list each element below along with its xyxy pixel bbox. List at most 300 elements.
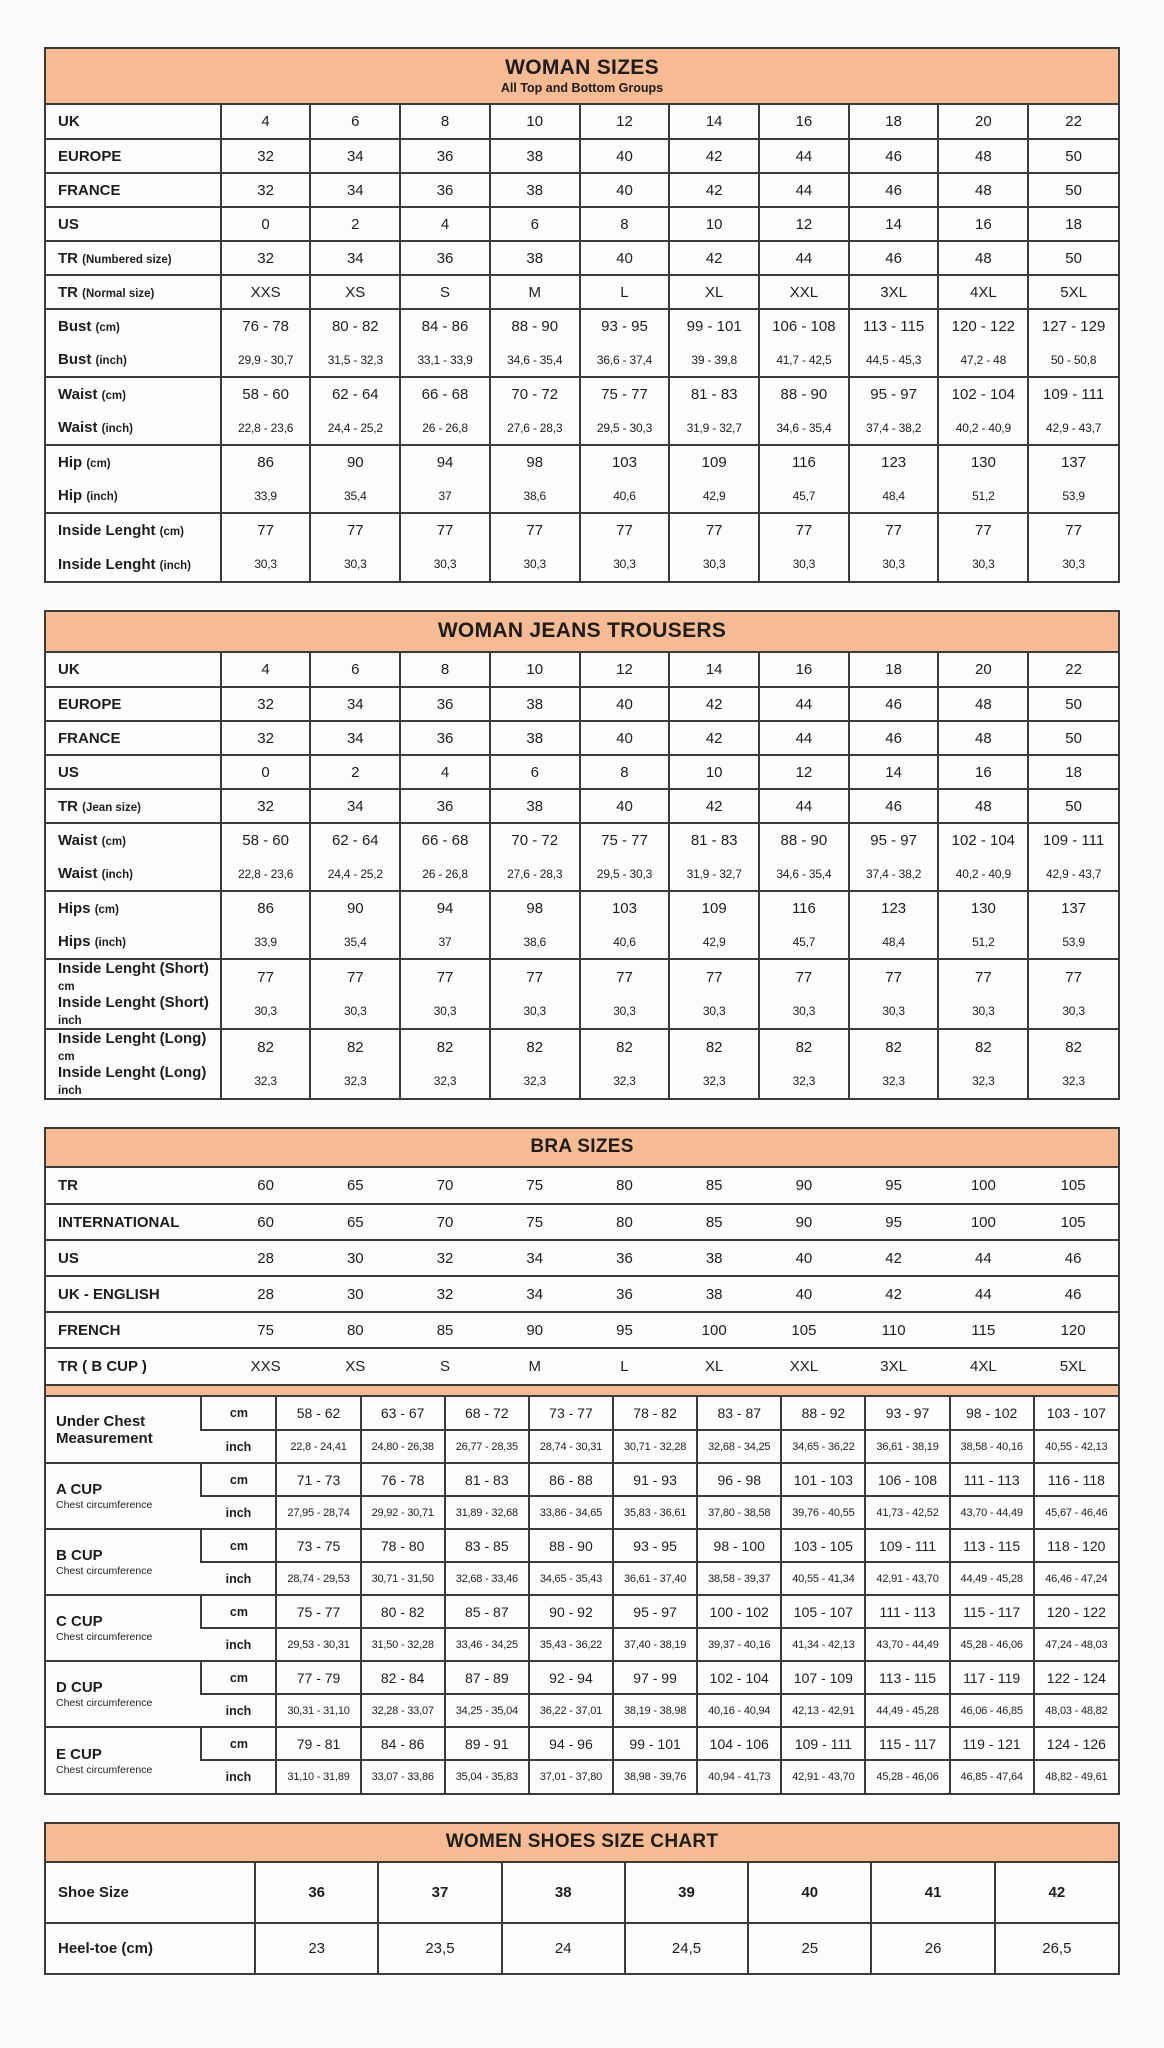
value-cell: 40 (580, 789, 670, 823)
row-label-text: FRANCE (58, 729, 121, 747)
value-cell: 35,43 - 36,22 (529, 1628, 613, 1661)
value-cell: 42 (669, 687, 759, 721)
value-cell: 38 (490, 721, 580, 755)
table-row (46, 1397, 1118, 1430)
value-cell: 34,65 - 36,22 (781, 1430, 865, 1463)
row-label-note: (inch) (101, 869, 133, 881)
value-cell: 10 (669, 207, 759, 241)
value-cell: 5XL (1028, 1348, 1118, 1384)
row-label-text: Heel-toe (cm) (58, 1940, 154, 1957)
value-cell: 85 (400, 1312, 490, 1348)
value-cell: 40,6 (580, 479, 670, 513)
value-cell: 28,74 - 30,31 (529, 1430, 613, 1463)
value-cell: 31,89 - 32,68 (445, 1496, 529, 1529)
woman-sizes-table (46, 105, 1118, 581)
value-cell: 8 (580, 207, 670, 241)
value-cell: 77 (849, 959, 939, 994)
row-label (46, 207, 221, 241)
table-row (46, 1496, 1118, 1529)
row-label-text: TR (58, 249, 78, 267)
value-cell: 45,67 - 46,46 (1034, 1496, 1118, 1529)
value-cell: 14 (669, 653, 759, 687)
value-cell: 36 (580, 1276, 670, 1312)
value-cell: 42 (669, 721, 759, 755)
value-cell: XS (310, 1348, 400, 1384)
value-cell: 75 - 77 (580, 377, 670, 411)
value-cell: 109 - 111 (1028, 377, 1118, 411)
row-label-text: Waist (58, 832, 98, 849)
row-label-text: UK - ENGLISH (58, 1285, 160, 1303)
value-cell: 115 - 117 (865, 1727, 949, 1760)
value-cell: 51,2 (938, 925, 1028, 959)
value-cell: 27,95 - 28,74 (276, 1496, 360, 1529)
value-cell: 48,82 - 49,61 (1034, 1760, 1118, 1793)
value-cell: 83 - 87 (697, 1397, 781, 1430)
value-cell: 26,77 - 28,35 (445, 1430, 529, 1463)
woman-sizes-table-body (46, 105, 1118, 581)
value-cell: 16 (759, 653, 849, 687)
value-cell: 40 (580, 721, 670, 755)
value-cell: 109 - 111 (865, 1529, 949, 1562)
value-cell: 8 (400, 653, 490, 687)
unit-inch-label: inch (201, 1694, 276, 1727)
value-cell: 50 (1028, 789, 1118, 823)
value-cell: 42 (669, 789, 759, 823)
value-cell: 130 (938, 891, 1028, 925)
value-cell: 30,3 (310, 994, 400, 1029)
bra-section (44, 1127, 1120, 1795)
row-label-text: TR (58, 283, 78, 301)
value-cell: 31,50 - 32,28 (361, 1628, 445, 1661)
value-cell: 29,53 - 30,31 (276, 1628, 360, 1661)
value-cell: 82 (759, 1029, 849, 1064)
value-cell: 30 (310, 1276, 400, 1312)
value-cell: 105 (1028, 1204, 1118, 1240)
value-cell: 75 (221, 1312, 311, 1348)
bra-header (46, 1129, 1118, 1168)
value-cell: 50 (1028, 687, 1118, 721)
value-cell: 16 (759, 105, 849, 139)
value-cell: 89 - 91 (445, 1727, 529, 1760)
value-cell: 38 (490, 687, 580, 721)
row-label (46, 275, 221, 309)
table-row (46, 1312, 1118, 1348)
value-cell: 34 (310, 173, 400, 207)
value-cell: 66 - 68 (400, 377, 490, 411)
value-cell: 42,91 - 43,70 (781, 1760, 865, 1793)
value-cell: 66 - 68 (400, 823, 490, 857)
value-cell: 34 (310, 139, 400, 173)
value-cell: 117 - 119 (950, 1661, 1034, 1694)
value-cell: 53,9 (1028, 479, 1118, 513)
row-label-note: (inch) (159, 559, 191, 572)
value-cell: 30,3 (580, 547, 670, 581)
value-cell: 22,8 - 23,6 (221, 857, 311, 891)
table-row (46, 1204, 1118, 1240)
value-cell: 120 - 122 (938, 309, 1028, 343)
table-row (46, 994, 1118, 1029)
value-cell: 6 (310, 105, 400, 139)
value-cell: 24,80 - 26,38 (361, 1430, 445, 1463)
shoes-table-body (46, 1863, 1118, 1973)
table-row (46, 1562, 1118, 1595)
row-label-text: TR ( B CUP ) (58, 1358, 147, 1375)
table-row (46, 207, 1118, 241)
bra-group-label (46, 1595, 201, 1661)
value-cell: 32 (221, 241, 311, 275)
bra-group-subtext: Chest circumference (56, 1763, 153, 1776)
value-cell: 36 (400, 721, 490, 755)
value-cell: 31,9 - 32,7 (669, 411, 759, 445)
table-row (46, 1064, 1118, 1098)
row-label (46, 139, 221, 173)
row-label (46, 1348, 221, 1384)
value-cell: 119 - 121 (950, 1727, 1034, 1760)
value-cell: 20 (938, 105, 1028, 139)
value-cell: 76 - 78 (361, 1463, 445, 1496)
value-cell: 32 (221, 721, 311, 755)
row-label-note: (cm) (86, 458, 111, 470)
value-cell: 30,3 (938, 547, 1028, 581)
value-cell: 34,25 - 35,04 (445, 1694, 529, 1727)
value-cell: 58 - 60 (221, 823, 311, 857)
value-cell: 33,1 - 33,9 (400, 343, 490, 377)
unit-inch-label: inch (201, 1760, 276, 1793)
value-cell: 26 (871, 1923, 994, 1973)
value-cell: L (580, 1348, 670, 1384)
row-label (46, 925, 221, 959)
table-row (46, 105, 1118, 139)
value-cell: 32,3 (669, 1064, 759, 1098)
value-cell: 95 (849, 1204, 939, 1240)
value-cell: 29,9 - 30,7 (221, 343, 311, 377)
value-cell: 27,6 - 28,3 (490, 857, 580, 891)
row-label-text: Bust (58, 318, 92, 335)
table-row (46, 1628, 1118, 1661)
value-cell: 39 (625, 1863, 748, 1923)
value-cell: 82 (490, 1029, 580, 1064)
value-cell: 33,9 (221, 479, 311, 513)
value-cell: 30,3 (669, 547, 759, 581)
row-label (46, 547, 221, 581)
value-cell: 37,4 - 38,2 (849, 857, 939, 891)
value-cell: 30,71 - 32,28 (613, 1430, 697, 1463)
row-label-text: Waist (58, 865, 98, 882)
value-cell: 42,9 (669, 925, 759, 959)
value-cell: 88 - 90 (490, 309, 580, 343)
value-cell: 32,3 (221, 1064, 311, 1098)
bra-group-subtext: Chest circumference (56, 1499, 153, 1511)
value-cell: 42,13 - 42,91 (781, 1694, 865, 1727)
value-cell: XXL (759, 1348, 849, 1384)
value-cell: 46 (849, 721, 939, 755)
value-cell: 109 (669, 445, 759, 479)
value-cell: 82 (221, 1029, 311, 1064)
value-cell: 37 (400, 479, 490, 513)
row-label-note: (cm) (159, 526, 184, 538)
value-cell: 76 - 78 (221, 309, 311, 343)
value-cell: 44 (759, 721, 849, 755)
woman-sizes-header (46, 49, 1118, 105)
value-cell: 95 - 97 (849, 823, 939, 857)
value-cell: 90 (795, 1177, 813, 1194)
value-cell: 102 - 104 (938, 823, 1028, 857)
value-cell: 0 (221, 755, 311, 789)
value-cell: 65 (346, 1177, 364, 1194)
value-cell: 26 - 26,8 (400, 857, 490, 891)
value-cell: 40 (759, 1240, 849, 1276)
row-label-text: Inside Lenght (Long) (58, 1030, 207, 1047)
value-cell: 127 - 129 (1028, 309, 1118, 343)
value-cell: 42 (669, 139, 759, 173)
value-cell: 95 - 97 (849, 377, 939, 411)
table-row (46, 755, 1118, 789)
value-cell: 78 - 82 (613, 1397, 697, 1430)
table-row (46, 823, 1118, 857)
value-cell: 85 - 87 (445, 1595, 529, 1628)
value-cell: 0 (221, 207, 311, 241)
value-cell: 30,3 (400, 547, 490, 581)
value-cell: 84 - 86 (400, 309, 490, 343)
value-cell: 102 - 104 (938, 377, 1028, 411)
table-row (46, 1348, 1118, 1384)
table-row (46, 789, 1118, 823)
value-cell: 111 - 113 (865, 1595, 949, 1628)
value-cell: 105 (1060, 1177, 1086, 1194)
value-cell: 29,5 - 30,3 (580, 857, 670, 891)
value-cell: 85 (705, 1177, 723, 1194)
value-cell: 42 (669, 173, 759, 207)
value-cell: 75 - 77 (276, 1595, 360, 1628)
value-cell: 47,2 - 48 (938, 343, 1028, 377)
row-label-text: Shoe Size (58, 1884, 129, 1901)
woman-sizes-subtitle: All Top and Bottom Groups (500, 81, 664, 95)
row-label (46, 377, 221, 411)
bra-cup-table (46, 1397, 1118, 1793)
value-cell: 109 - 111 (1028, 823, 1118, 857)
value-cell: 105 (759, 1312, 849, 1348)
row-label-text: Waist (58, 386, 98, 403)
row-label (46, 1276, 221, 1312)
value-cell: 16 (938, 207, 1028, 241)
value-cell: 35,4 (310, 925, 400, 959)
value-cell: 40 (580, 173, 670, 207)
row-label-text: EUROPE (58, 147, 122, 165)
table-row (46, 1595, 1118, 1628)
value-cell: 88 - 90 (529, 1529, 613, 1562)
value-cell: 42 (849, 1240, 939, 1276)
row-label-note: cm (58, 1051, 75, 1063)
value-cell: 8 (580, 755, 670, 789)
value-cell: 16 (938, 755, 1028, 789)
value-cell: 98 - 102 (950, 1397, 1034, 1430)
row-label-note: (inch) (95, 355, 127, 367)
value-cell: 46 (849, 789, 939, 823)
value-cell: 48,03 - 48,82 (1034, 1694, 1118, 1727)
value-cell: 82 (580, 1029, 670, 1064)
value-cell: 30,3 (938, 994, 1028, 1029)
value-cell: 8 (400, 105, 490, 139)
row-label-note: (inch) (94, 937, 126, 949)
value-cell: 80 (580, 1204, 670, 1240)
value-cell: 50 (1028, 173, 1118, 207)
row-label-text: UK (58, 661, 80, 678)
row-label-text: Inside Lenght (58, 555, 156, 573)
value-cell: 124 - 126 (1034, 1727, 1118, 1760)
value-cell: 35,83 - 36,61 (613, 1496, 697, 1529)
row-label-text: Waist (58, 419, 98, 436)
value-cell: 105 - 107 (781, 1595, 865, 1628)
value-cell: 36 (400, 789, 490, 823)
row-label-text: Hips (58, 900, 91, 917)
bra-group-name: D CUP (56, 1679, 103, 1696)
value-cell: M (490, 275, 580, 309)
value-cell: 38 (490, 139, 580, 173)
value-cell: 60 (221, 1204, 311, 1240)
value-cell: 45,7 (759, 925, 849, 959)
value-cell: 116 (759, 891, 849, 925)
row-label-text: Hip (58, 454, 83, 471)
value-cell: 48 (938, 139, 1028, 173)
value-cell: 38,6 (490, 479, 580, 513)
row-label-text: TR (58, 797, 78, 815)
row-label-text: FRENCH (58, 1321, 121, 1339)
value-cell: 24,5 (625, 1923, 748, 1973)
unit-cm-label: cm (201, 1661, 276, 1694)
value-cell: 22,8 - 23,6 (221, 411, 311, 445)
value-cell: 38 (669, 1276, 759, 1312)
value-cell: 4XL (938, 1348, 1028, 1384)
value-cell: 118 - 120 (1034, 1529, 1118, 1562)
value-cell: 30 (310, 1240, 400, 1276)
value-cell: 40 (748, 1863, 871, 1923)
row-label (46, 309, 221, 343)
value-cell: 22,8 - 24,41 (276, 1430, 360, 1463)
value-cell: 130 (938, 445, 1028, 479)
value-cell: 37,40 - 38,19 (613, 1628, 697, 1661)
bra-title: BRA SIZES (530, 1136, 634, 1157)
value-cell: 98 (490, 445, 580, 479)
value-cell: 47,24 - 48,03 (1034, 1628, 1118, 1661)
value-cell: 106 - 108 (759, 309, 849, 343)
value-cell: 32 (221, 789, 311, 823)
value-cell: 31,5 - 32,3 (310, 343, 400, 377)
value-cell: 90 (759, 1204, 849, 1240)
value-cell: 43,70 - 44,49 (865, 1628, 949, 1661)
value-cell: S (400, 275, 490, 309)
value-cell: 38,98 - 39,76 (613, 1760, 697, 1793)
value-cell: 2 (310, 755, 400, 789)
value-cell: 46 (849, 173, 939, 207)
value-cell: 73 - 75 (276, 1529, 360, 1562)
value-cell: 81 - 83 (669, 823, 759, 857)
unit-cm-label: cm (201, 1727, 276, 1760)
value-cell: XXS (221, 275, 311, 309)
value-cell: 37,01 - 37,80 (529, 1760, 613, 1793)
row-label (46, 1204, 221, 1240)
value-cell: 29,5 - 30,3 (580, 411, 670, 445)
value-cell: 73 - 77 (529, 1397, 613, 1430)
row-label-note: inch (58, 1015, 82, 1027)
value-cell: 46 (1028, 1276, 1118, 1312)
value-cell: 14 (849, 755, 939, 789)
value-cell: 38,19 - 38,98 (613, 1694, 697, 1727)
value-cell: 100 (669, 1312, 759, 1348)
value-cell: 30,31 - 31,10 (276, 1694, 360, 1727)
value-cell: 90 (310, 445, 400, 479)
value-cell: XL (669, 275, 759, 309)
value-cell: 88 - 90 (759, 377, 849, 411)
value-cell: 75 (526, 1177, 544, 1194)
value-cell: 36 (400, 241, 490, 275)
value-cell: 28,74 - 29,53 (276, 1562, 360, 1595)
value-cell: 70 - 72 (490, 377, 580, 411)
value-cell: 46 (849, 139, 939, 173)
value-cell: 38 (490, 173, 580, 207)
value-cell: 77 (849, 513, 939, 547)
value-cell: 77 (221, 513, 311, 547)
value-cell: 36 (400, 139, 490, 173)
unit-inch-label: inch (201, 1562, 276, 1595)
value-cell: 30,3 (759, 994, 849, 1029)
value-cell: 77 (580, 513, 670, 547)
value-cell: 36,6 - 37,4 (580, 343, 670, 377)
jeans-section (44, 610, 1120, 1100)
unit-cm-label: cm (201, 1529, 276, 1562)
shoes-title: WOMEN SHOES SIZE CHART (445, 1831, 719, 1852)
value-cell: 18 (1028, 755, 1118, 789)
value-cell: 77 (938, 513, 1028, 547)
table-row (46, 1661, 1118, 1694)
value-cell: 115 - 117 (950, 1595, 1034, 1628)
value-cell: 30,3 (400, 994, 490, 1029)
value-cell: 22 (1028, 105, 1118, 139)
table-row (46, 1029, 1118, 1064)
value-cell: 40,55 - 42,13 (1034, 1430, 1118, 1463)
value-cell: 50 (1028, 241, 1118, 275)
unit-cm-label: cm (201, 1595, 276, 1628)
value-cell: 77 (310, 513, 400, 547)
value-cell: 43,70 - 44,49 (950, 1496, 1034, 1529)
value-cell: 36,61 - 37,40 (613, 1562, 697, 1595)
value-cell: 32 (400, 1240, 490, 1276)
row-label (46, 1064, 221, 1098)
row-label-note: (cm) (101, 836, 126, 848)
row-label-text: FRANCE (58, 181, 121, 199)
value-cell: 28 (221, 1276, 311, 1312)
value-cell: 40 (759, 1276, 849, 1312)
value-cell: 123 (849, 445, 939, 479)
value-cell: 51,2 (938, 479, 1028, 513)
value-cell: 93 - 95 (613, 1529, 697, 1562)
row-label-text: UK (58, 113, 80, 130)
value-cell: 3XL (849, 275, 939, 309)
woman-sizes-title: WOMAN SIZES (505, 56, 659, 79)
row-label-text: Inside Lenght (Short) (58, 960, 209, 977)
value-cell: 58 - 60 (221, 377, 311, 411)
value-cell: 111 - 113 (950, 1463, 1034, 1496)
value-cell: 34 (310, 721, 400, 755)
value-cell: 77 (580, 959, 670, 994)
value-cell: 12 (759, 755, 849, 789)
value-cell: 70 (436, 1177, 454, 1194)
unit-inch-label: inch (201, 1430, 276, 1463)
value-cell: 95 - 97 (613, 1595, 697, 1628)
value-cell: 22 (1028, 653, 1118, 687)
table-row (46, 377, 1118, 411)
value-cell: 103 - 105 (781, 1529, 865, 1562)
row-label-text: US (58, 215, 79, 233)
